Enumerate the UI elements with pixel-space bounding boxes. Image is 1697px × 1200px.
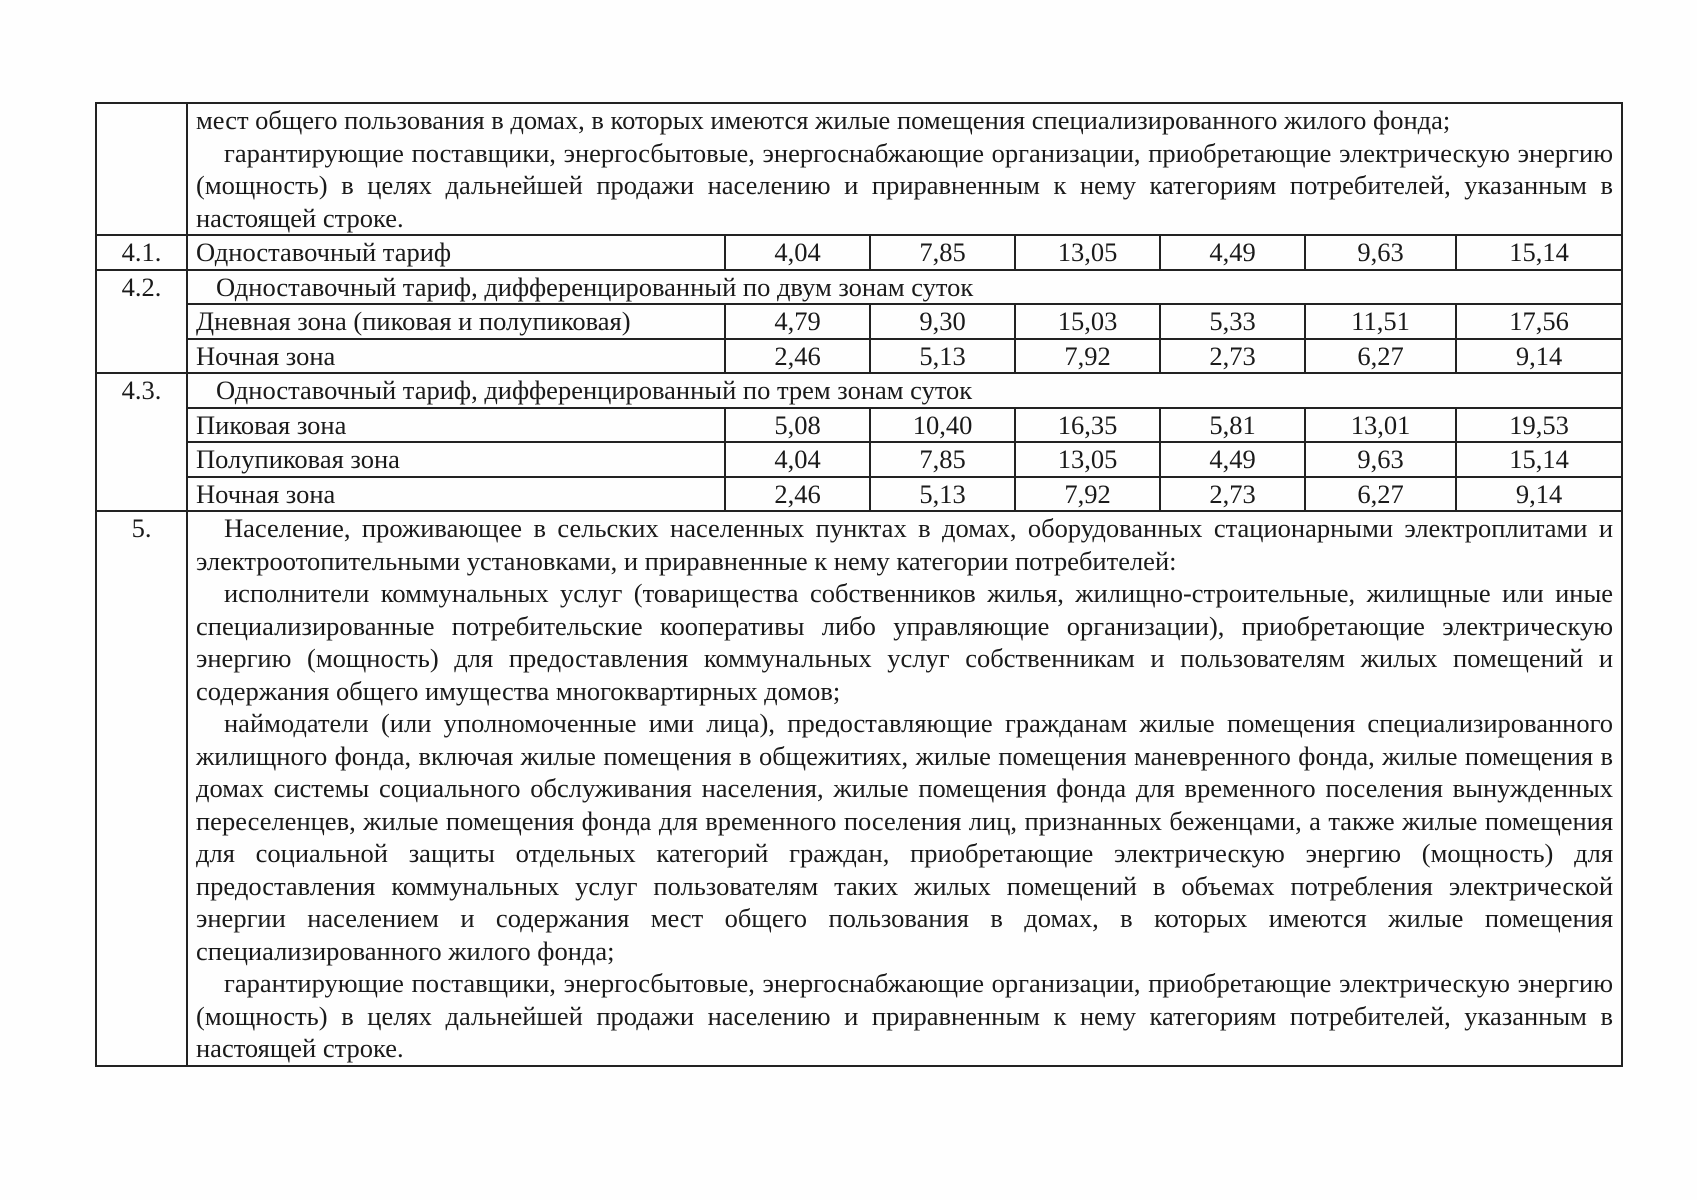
row-number-cell: 4.3. [96,373,187,511]
paragraph: исполнители коммунальных услуг (товарищества собственников жилья, жилищно-строительные, жилищные или иные специализированные потребительские кооперативы либо управляющие организации), приобретающие электрическую энергию (мощность) для предоставления коммунальных услуг собственникам и пользователям жилых помещений и содержания общего имущества многоквартирных домов; [196,578,1614,706]
value-cell: 9,63 [1305,235,1456,270]
value-cell: 2,73 [1160,477,1305,512]
value-cell: 5,13 [870,477,1015,512]
value-cell: 4,49 [1160,235,1305,270]
value-cell: 7,92 [1015,339,1160,374]
description-text-cell [187,511,1622,1066]
value-cell: 5,33 [1160,304,1305,339]
value-cell: 7,85 [870,442,1015,477]
value-cell: 9,14 [1456,339,1622,374]
table-row [96,408,1622,443]
row-number-cell [96,103,187,235]
table-row [96,442,1622,477]
row-label-cell: Пиковая зона [187,408,725,443]
row-label-cell: Ночная зона [187,339,725,374]
value-cell: 13,05 [1015,235,1160,270]
value-cell: 15,14 [1456,442,1622,477]
value-cell: 5,81 [1160,408,1305,443]
value-cell: 15,03 [1015,304,1160,339]
value-cell: 2,46 [725,339,870,374]
value-cell: 4,04 [725,442,870,477]
value-cell: 13,01 [1305,408,1456,443]
continuation-text-cell [187,103,1622,235]
value-cell: 10,40 [870,408,1015,443]
value-cell: 15,14 [1456,235,1622,270]
table-row [96,304,1622,339]
table-row [96,339,1622,374]
value-cell: 6,27 [1305,477,1456,512]
value-cell: 7,85 [870,235,1015,270]
paragraph: наймодатели (или уполномоченные ими лица), предоставляющие гражданам жилые помещения специализированного жилищного фонда, включая жилые помещения в общежитиях, жилые помещения маневренного фонда, жилые помещения в домах системы социального обслуживания населения, жилые помещения фонда для временного поселения вынужденных переселенцев, жилые помещения фонда для временного поселения лиц, признанных беженцами, а также жилые помещения для социальной защиты отдельных категорий граждан, приобретающие электрическую энергию (мощность) для предоставления коммунальных услуг пользователям таких жилых помещений в объемах потребления электрической энергии населением и содержания мест общего пользования в домах, в которых имеются жилые помещения специализированного жилого фонда; [196,708,1614,966]
value-cell: 9,30 [870,304,1015,339]
table-row [96,235,1622,270]
value-cell: 4,04 [725,235,870,270]
value-cell: 13,05 [1015,442,1160,477]
value-cell: 7,92 [1015,477,1160,512]
row-number-cell: 4.2. [96,270,187,374]
value-cell: 2,46 [725,477,870,512]
value-cell: 9,63 [1305,442,1456,477]
value-cell: 5,08 [725,408,870,443]
value-cell: 2,73 [1160,339,1305,374]
row-label-cell: Дневная зона (пиковая и полупиковая) [187,304,725,339]
table-row [96,270,1622,305]
row-label-cell: Одноставочный тариф [187,235,725,270]
value-cell: 4,49 [1160,442,1305,477]
section-heading-cell: Одноставочный тариф, дифференцированный по двум зонам суток [187,270,1622,305]
value-cell: 9,14 [1456,477,1622,512]
row-number-cell: 5. [96,511,187,1066]
value-cell: 19,53 [1456,408,1622,443]
row-label-cell: Ночная зона [187,477,725,512]
paragraph: гарантирующие поставщики, энергосбытовые, энергоснабжающие организации, приобретающие электрическую энергию (мощность) в целях дальнейшей продажи населению и приравненным к нему категориям потребителей, указанным в настоящей строке. [196,968,1614,1063]
value-cell: 11,51 [1305,304,1456,339]
value-cell: 5,13 [870,339,1015,374]
paragraph: Население, проживающее в сельских населенных пунктах в домах, оборудованных стационарными электроплитами и электроотопительными установками, и приравненные к нему категории потребителей: [196,513,1614,576]
table-row [96,373,1622,408]
value-cell: 17,56 [1456,304,1622,339]
table-row [96,103,1622,235]
table-row [96,511,1622,1066]
value-cell: 4,79 [725,304,870,339]
row-number-cell: 4.1. [96,235,187,270]
row-label-cell: Полупиковая зона [187,442,725,477]
value-cell: 16,35 [1015,408,1160,443]
section-heading-cell: Одноставочный тариф, дифференцированный по трем зонам суток [187,373,1622,408]
paragraph: гарантирующие поставщики, энергосбытовые, энергоснабжающие организации, приобретающие электрическую энергию (мощность) в целях дальнейшей продажи населению и приравненным к нему категориям потребителей, указанным в настоящей строке. [196,137,1614,233]
paragraph: мест общего пользования в домах, в которых имеются жилые помещения специализированного жилого фонда; [196,105,1451,135]
tariff-table [95,102,1623,1067]
table-row [96,477,1622,512]
value-cell: 6,27 [1305,339,1456,374]
